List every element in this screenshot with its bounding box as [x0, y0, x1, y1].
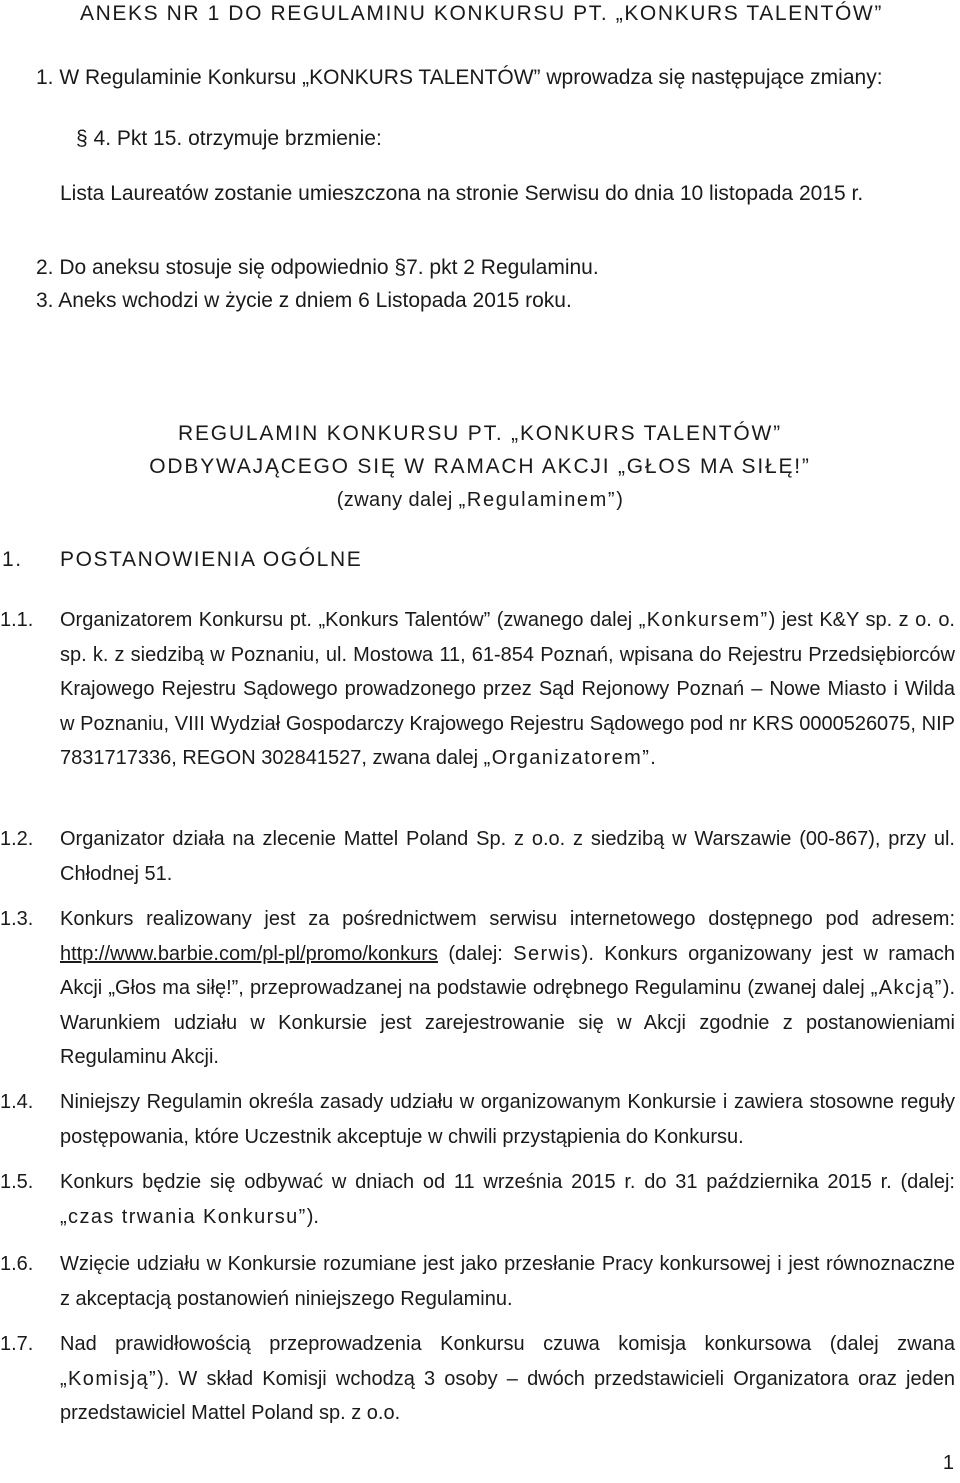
clause-number: 1.1. [0, 609, 34, 631]
clause-part: Organizatorem Konkursu pt. „Konkurs Talentów” (zwanego dalej [60, 609, 639, 631]
clause-text [60, 1247, 955, 1316]
annex-title: ANEKS NR 1 DO REGULAMINU KONKURSU PT. „KONKURS TALENTÓW” [80, 2, 883, 25]
clause-part: ). W skład Komisji wchodzą 3 osoby – dwóch przedstawicieli Organizatora oraz jeden przedstawiciel Mattel Poland sp. z o.o. [60, 1367, 955, 1424]
title-line-3-term: „Regulaminem” [458, 489, 617, 511]
clause-defined-term: „Komisją” [60, 1367, 158, 1390]
clause-text [60, 1085, 955, 1154]
regulation-title-line-1: REGULAMIN KONKURSU PT. „KONKURS TALENTÓW” [178, 422, 782, 445]
annex-item-1: 1. W Regulaminie Konkursu „KONKURS TALENTÓW” wprowadza się następujące zmiany: [36, 66, 883, 89]
clause-text [60, 902, 955, 1075]
clause-defined-term: Serwis [513, 942, 582, 965]
regulation-title-line-2: ODBYWAJĄCEGO SIĘ W RAMACH AKCJI „GŁOS MA SIŁĘ!” [149, 455, 811, 478]
regulation-title-line-3 [0, 489, 960, 512]
clause-part: Organizator działa na zlecenie Mattel Poland Sp. z o.o. z siedzibą w Warszawie (00-867), przy ul. Chłodnej 51. [60, 828, 955, 885]
clause-defined-term: „Akcją” [870, 977, 943, 999]
clause-defined-term: „Konkursem” [638, 609, 769, 631]
annex-item-1-text: Lista Laureatów zostanie umieszczona na stronie Serwisu do dnia 10 listopada 2015 r. [60, 182, 864, 205]
clause-number: 1.6. [0, 1253, 34, 1275]
clause-number: 1.3. [0, 908, 34, 930]
clause-part: ). Konkurs organizowany jest w ramach Akcji „Głos ma siłę!”, przeprowadzanej na podstawie odrębnego Regulaminu (zwanej dalej [60, 942, 955, 999]
clause-part: ). [306, 1205, 319, 1228]
section-number: 1. [2, 548, 23, 571]
clause-text [60, 822, 955, 891]
clause-number: 1.7. [0, 1333, 34, 1355]
title-line-3-prefix: (zwany dalej [336, 489, 459, 511]
clause-number: 1.4. [0, 1091, 34, 1113]
clause-part: ) jest K&Y sp. z o. o. sp. k. z siedzibą w Poznaniu, ul. Mostowa 11, 61-854 Poznań, wpisana do Rejestru Przedsiębiorców Krajowego Rejestru Sądowego prowadzonego przez Sąd Rejonowy Poznań – Nowe Miasto i Wilda w Poznaniu, VIII Wydział Gospodarczy Krajowego Rejestru Sądowego pod nr KRS 0000526075, NIP 7831717336, REGON 302841527, zwana dalej [60, 609, 955, 769]
clause-part: Konkurs będzie się odbywać w dniach od 11 września 2015 r. do 31 października 2015 r. (dalej: [60, 1171, 955, 1193]
clause-text [60, 603, 955, 776]
clause-part: Nad prawidłowością przeprowadzenia Konkursu czuwa komisja konkursowa (dalej zwana [60, 1333, 955, 1355]
clause-text [60, 1327, 955, 1431]
clause-part: Konkurs realizowany jest za pośrednictwem serwisu internetowego dostępnego pod adresem: [60, 908, 955, 930]
annex-item-2: 2. Do aneksu stosuje się odpowiednio §7. pkt 2 Regulaminu. [36, 256, 599, 279]
page-number: 1 [942, 1452, 954, 1474]
section-title: POSTANOWIENIA OGÓLNE [60, 548, 363, 571]
clause-part: ). Warunkiem udziału w Konkursie jest zarejestrowanie się w Akcji zgodnie z postanowieniami Regulaminu Akcji. [60, 977, 955, 1068]
clause-part: (dalej: [437, 942, 514, 965]
clause-defined-term: „Organizatorem”. [483, 747, 658, 769]
promo-url-link[interactable]: http://www.barbie.com/pl-pl/promo/konkurs [60, 942, 438, 965]
clause-part: Wzięcie udziału w Konkursie rozumiane jest jako przesłanie Pracy konkursowej i jest równoznaczne z akceptacją postanowień niniejszego Regulaminu. [60, 1253, 955, 1310]
clause-text [60, 1165, 955, 1234]
annex-item-1-sub: § 4. Pkt 15. otrzymuje brzmienie: [76, 127, 382, 150]
clause-part: Niniejszy Regulamin określa zasady udziału w organizowanym Konkursie i zawiera stosowne reguły postępowania, które Uczestnik akceptuje w chwili przystąpienia do Konkursu. [60, 1091, 955, 1148]
clause-number: 1.2. [0, 828, 34, 850]
annex-item-3: 3. Aneks wchodzi w życie z dniem 6 Listopada 2015 roku. [36, 289, 572, 312]
title-line-3-suffix: ) [616, 489, 624, 511]
clause-number: 1.5. [0, 1171, 34, 1193]
clause-defined-term: „czas trwania Konkursu” [60, 1205, 307, 1228]
